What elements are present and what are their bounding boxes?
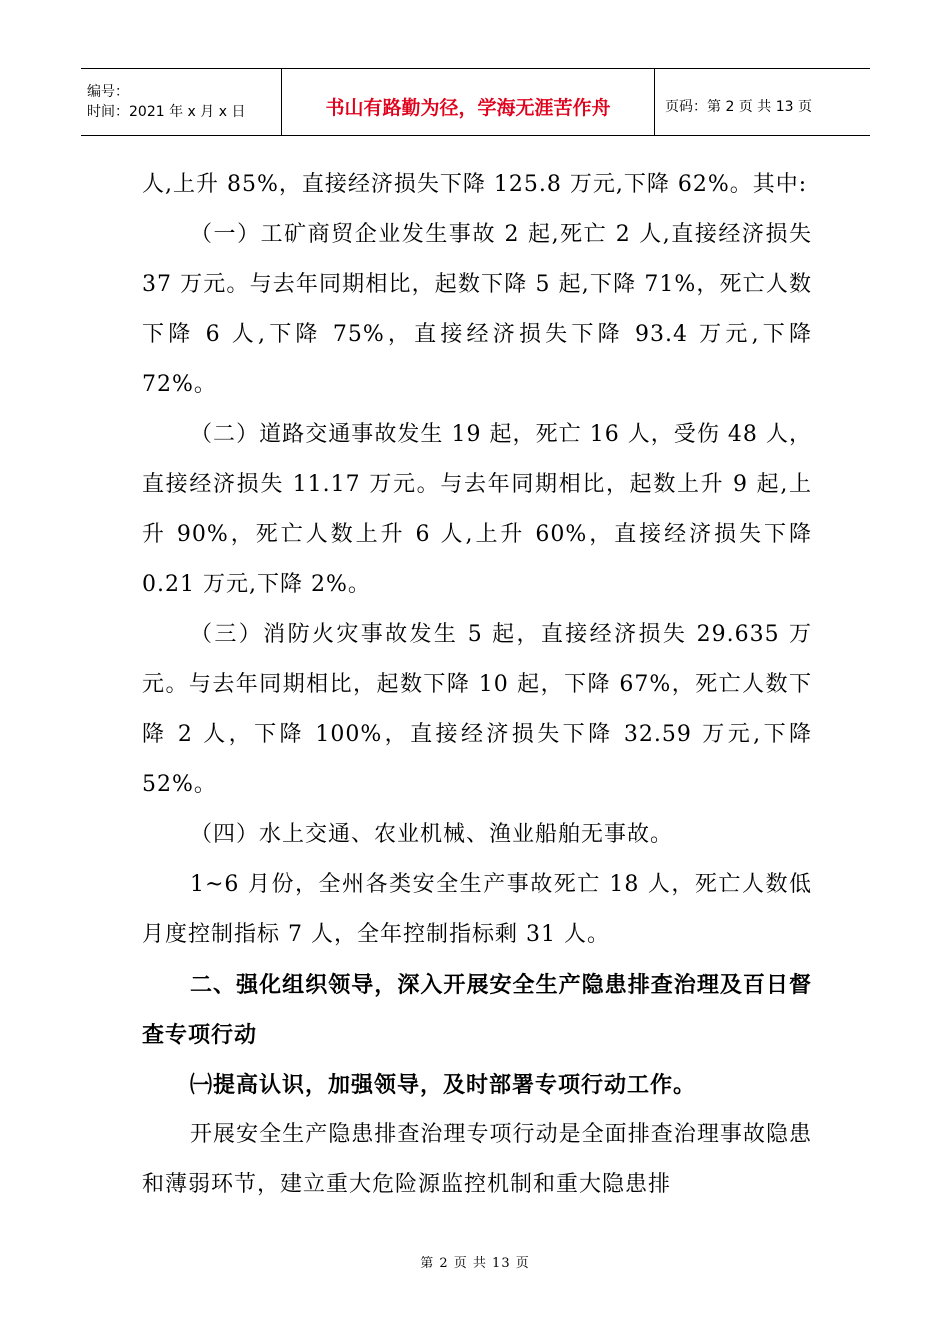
section-heading: 二、强化组织领导，深入开展安全生产隐患排查治理及百日督查专项行动 — [142, 972, 812, 1048]
document-body — [142, 160, 812, 1210]
page-header — [81, 68, 870, 136]
subsection-heading: ㈠提高认识，加强领导，及时部署专项行动工作。 — [190, 1072, 697, 1098]
paragraph-industrial-accidents: （一）工矿商贸企业发生事故 2 起,死亡 2 人,直接经济损失 37 万元。与去年同期相比，起数下降 5 起,下降 71%，死亡人数下降 6 人,下降 75%，直接经济损失下降 93.4 万元,下降 72%。 — [142, 222, 812, 397]
motto-text: 书山有路勤为径，学海无涯苦作舟 — [325, 96, 611, 119]
paragraph-continuation: 人,上升 85%，直接经济损失下降 125.8 万元,下降 62%。其中: — [142, 172, 808, 197]
paragraph-road-accidents: （二）道路交通事故发生 19 起，死亡 16 人，受伤 48 人，直接经济损失 11.17 万元。与去年同期相比，起数上升 9 起,上升 90%，死亡人数上升 6 人,上升 60%，直接经济损失下降 0.21 万元,下降 2%。 — [142, 422, 812, 597]
page-label: 页码：第 2 页 共 13 页 — [665, 99, 812, 115]
page-footer — [0, 1252, 950, 1271]
footer-page-number: 第 2 页 共 13 页 — [420, 1256, 530, 1271]
header-motto — [282, 69, 655, 135]
paragraph-no-accidents: （四）水上交通、农业机械、渔业船舶无事故。 — [190, 822, 674, 847]
doc-number-label: 编号： — [87, 84, 129, 100]
header-meta — [81, 69, 282, 135]
paragraph-death-summary: 1~6 月份，全州各类安全生产事故死亡 18 人，死亡人数低月度控制指标 7 人，全年控制指标剩 31 人。 — [142, 872, 812, 947]
date-label: 时间：2021 年 x 月 x 日 — [87, 104, 246, 120]
paragraph-fire-accidents: （三）消防火灾事故发生 5 起，直接经济损失 29.635 万元。与去年同期相比，起数下降 10 起，下降 67%，死亡人数下降 2 人，下降 100%，直接经济损失下降 32.59 万元,下降 52%。 — [142, 622, 812, 797]
paragraph-special-action: 开展安全生产隐患排查治理专项行动是全面排查治理事故隐患和薄弱环节，建立重大危险源监控机制和重大隐患排 — [142, 1122, 812, 1197]
header-page-info — [655, 69, 870, 135]
